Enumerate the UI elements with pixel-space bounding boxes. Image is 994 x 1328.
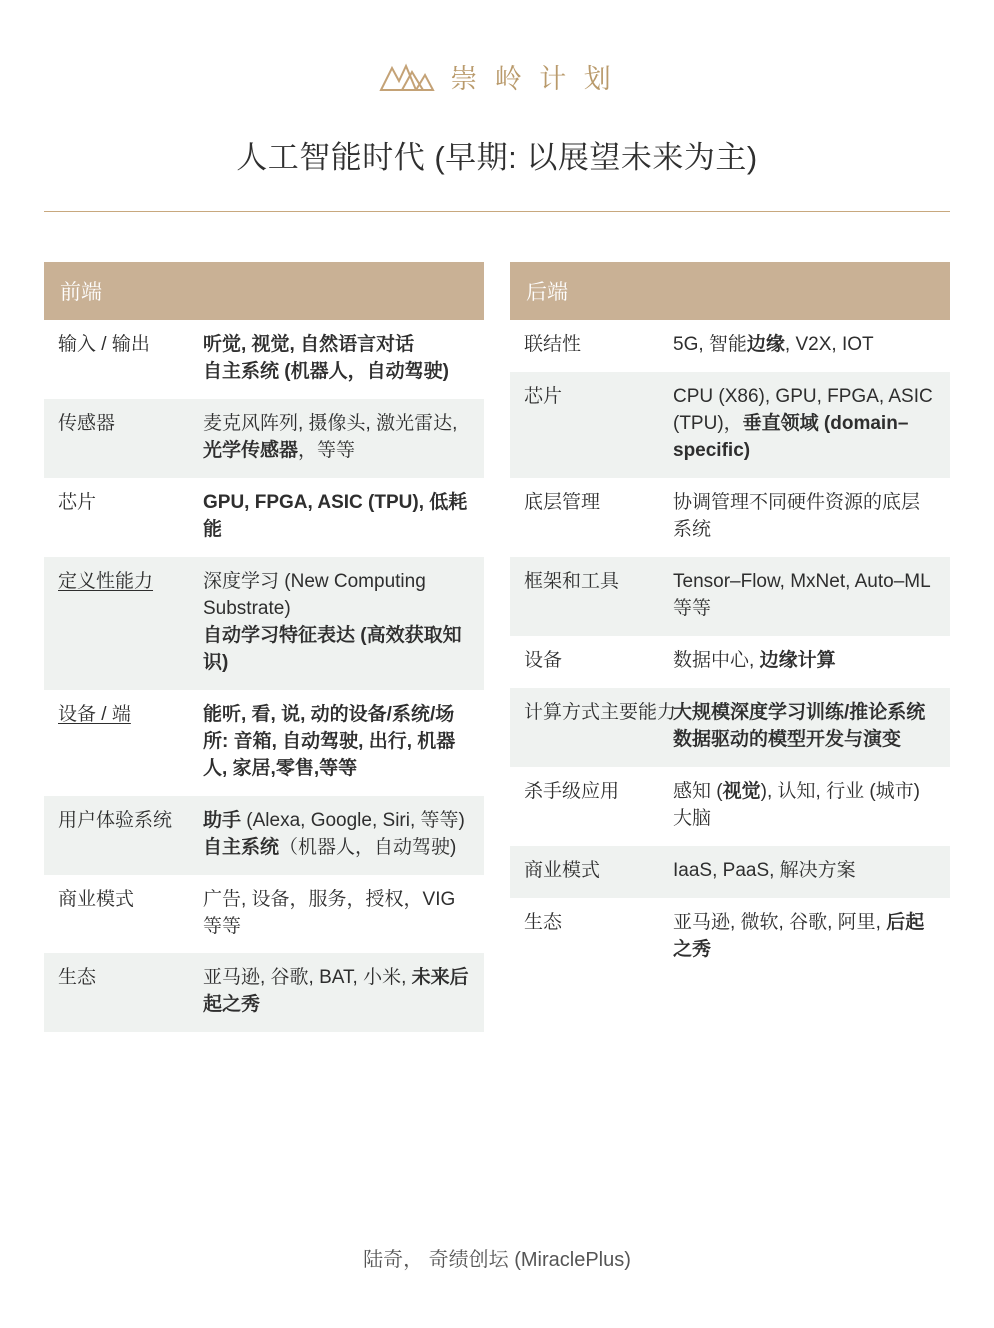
row-value: 能听, 看, 说, 动的设备/系统/场所: 音箱, 自动驾驶, 出行, 机器人, 家居,零售,等等 bbox=[203, 703, 456, 779]
row-label: 设备 / 端 bbox=[58, 703, 131, 725]
table-row bbox=[510, 767, 950, 846]
row-value: 亚马逊, 微软, 谷歌, 阿里, 后起之秀 bbox=[673, 911, 925, 960]
column-heading-backend: 后端 bbox=[510, 262, 950, 320]
mountain-peaks-icon bbox=[378, 56, 436, 96]
table-row bbox=[44, 557, 484, 690]
row-label: 商业模式 bbox=[58, 888, 135, 910]
row-label: 设备 bbox=[524, 649, 563, 671]
table-row bbox=[510, 898, 950, 977]
row-label: 传感器 bbox=[44, 399, 189, 478]
row-label: 用户体验系统 bbox=[44, 796, 189, 875]
row-value: CPU (X86), GPU, FPGA, ASIC (TPU)，垂直领域 (domain–specific) bbox=[659, 372, 950, 478]
row-value: 数据中心, 边缘计算 bbox=[673, 649, 836, 671]
row-value: 助手 (Alexa, Google, Siri, 等等) 自主系统（机器人，自动驾驶) bbox=[189, 796, 484, 875]
footer-credit: 陆奇， 奇绩创坛 (MiraclePlus) bbox=[363, 1249, 631, 1271]
row-label: 定义性能力 bbox=[44, 557, 189, 690]
table-row bbox=[44, 796, 484, 875]
table-row bbox=[510, 846, 950, 898]
row-label: 输入 / 输出 bbox=[58, 334, 150, 355]
row-label: 底层管理 bbox=[524, 491, 601, 513]
table-row bbox=[510, 320, 950, 372]
row-label: 生态 bbox=[524, 911, 563, 933]
column-heading-frontend: 前端 bbox=[44, 262, 484, 320]
row-value: 大规模深度学习训练/推论系统 数据驱动的模型开发与演变 bbox=[659, 688, 950, 767]
row-label: 杀手级应用 bbox=[524, 780, 620, 802]
row-value: 麦克风阵列, 摄像头, 激光雷达, 光学传感器，等等 bbox=[189, 399, 484, 478]
table-row bbox=[510, 372, 950, 478]
row-label: 芯片 bbox=[510, 372, 659, 478]
column-backend bbox=[510, 262, 950, 977]
brand-header bbox=[44, 0, 950, 96]
table-row bbox=[44, 399, 484, 478]
columns-container bbox=[44, 262, 950, 1032]
row-value: 听觉, 视觉, 自然语言对话 自主系统 (机器人，自动驾驶) bbox=[203, 334, 449, 382]
table-backend bbox=[510, 320, 950, 977]
row-value: GPU, FPGA, ASIC (TPU), 低耗能 bbox=[203, 491, 468, 540]
table-row bbox=[44, 875, 484, 954]
page-title: 人工智能时代 (早期: 以展望未来为主) bbox=[236, 140, 758, 175]
row-value: Tensor–Flow, MxNet, Auto–ML等等 bbox=[659, 557, 950, 636]
row-value: 亚马逊, 谷歌, BAT, 小米, 未来后起之秀 bbox=[189, 953, 484, 1032]
row-label: 计算方式主要能力 bbox=[510, 688, 659, 767]
table-row bbox=[510, 636, 950, 688]
row-value: 广告, 设备，服务，授权，VIG等等 bbox=[203, 888, 456, 937]
row-label: 商业模式 bbox=[510, 846, 659, 898]
brand-name: 崇 岭 计 划 bbox=[450, 63, 616, 94]
row-value: 协调管理不同硬件资源的底层系统 bbox=[673, 491, 921, 540]
table-row bbox=[44, 320, 484, 399]
table-row bbox=[44, 953, 484, 1032]
title-divider bbox=[44, 211, 950, 212]
row-label: 生态 bbox=[44, 953, 189, 1032]
row-label: 框架和工具 bbox=[510, 557, 659, 636]
column-frontend bbox=[44, 262, 484, 1032]
row-label: 联结性 bbox=[524, 334, 582, 355]
table-row bbox=[510, 478, 950, 557]
row-value: 5G, 智能边缘, V2X, IOT bbox=[673, 334, 874, 355]
row-value: IaaS, PaaS, 解决方案 bbox=[659, 846, 950, 898]
table-frontend bbox=[44, 320, 484, 1032]
table-row bbox=[510, 557, 950, 636]
table-row bbox=[510, 688, 950, 767]
table-row bbox=[44, 690, 484, 796]
row-label: 芯片 bbox=[58, 491, 97, 513]
row-value: 深度学习 (New Computing Substrate) 自动学习特征表达 (高效获取知识) bbox=[189, 557, 484, 690]
row-value: 感知 (视觉), 认知, 行业 (城市) 大脑 bbox=[673, 780, 921, 829]
table-row bbox=[44, 478, 484, 557]
